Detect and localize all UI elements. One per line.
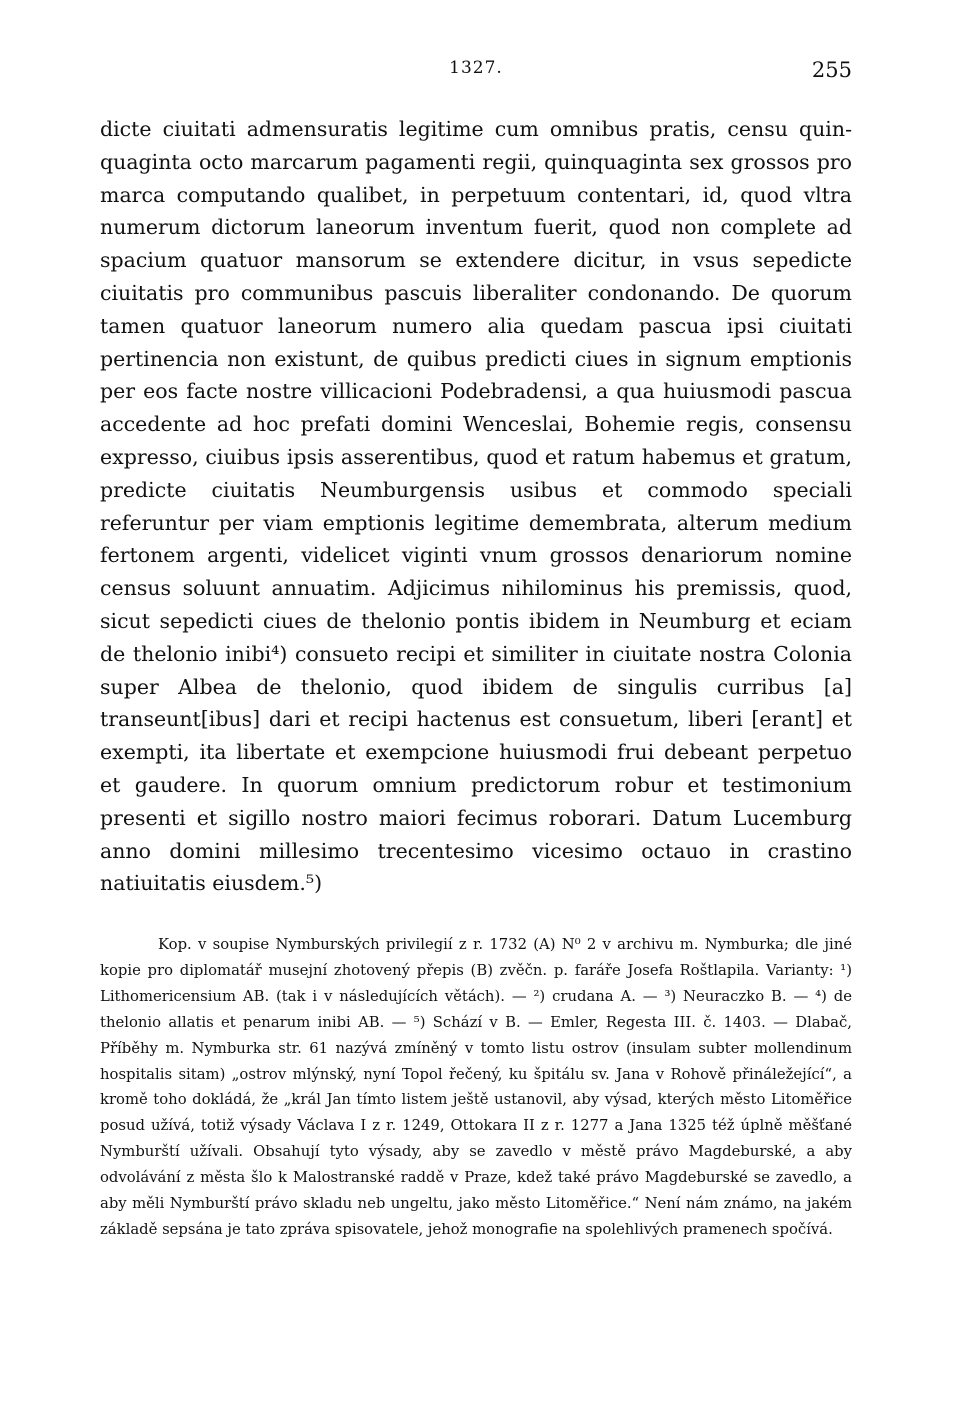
charter-text: dicte ciuitati admensuratis legitime cum omnibus pratis, censu quinquaginta octo marcarum pagamenti regii, quinquaginta sex grossos pro marca computando qualibet, in perpetuum contentari, id, quod vltra numerum dictorum laneorum inventum fuerit, quod non complete ad spacium quatuor mansorum se extendere dicitur, in vsus sepedicte ciuitatis pro communibus pascuis liberaliter condonando. De quorum tamen quatuor laneorum numero alia quedam pascua ipsi ciuitati pertinencia non existunt, de quibus predicti ciues in signum emptionis per eos facte nostre villicacioni Podebradensi, a qua huiusmodi pascua accedente ad hoc prefati domini Wenceslai, Bohemie regis, consensu expresso, ciuibus ipsis asserentibus, quod et ratum habemus et gratum, predicte ciuitatis Neumburgensis usibus et commodo speciali referuntur per viam emptionis legitime demembrata, alterum medium fertonem argenti, videlicet viginti vnum grossos denariorum nomine census soluunt annuatim. Adjicimus nihilominus his premissis, quod, sicut sepedicti ciues de thelonio pontis ibidem in Neumburg et eciam de thelonio inibi⁴) consueto recipi et similiter in ciuitate nostra Colonia super Albea de thelonio, quod ibidem de singulis curribus [a] transeunt[ibus] dari et recipi hactenus est consuetum, liberi [erant] et exempti, ita libertate et exempcione huiusmodi frui debeant perpetuo et gaudere. In quorum omnium predictorum robur et testimonium presenti et sigillo nostro maiori fecimus roborari. Datum Lucemburg anno domini millesimo trecentesimo vicesimo octauo in crastino natiuitatis eiusdem.⁵)	[100, 117, 852, 896]
page-number: 255	[811, 58, 852, 82]
source-note: Kop. v soupise Nymburských privilegií z r. 1732 (A) N⁰ 2 v archivu m. Nymburka; dle jiné kopie pro diplomatář musejní zhotovený přepis (B) zvěčn. p. faráře Josefa Roštlapila. Varianty: ¹) Lithomericensium AB. (tak i v následujících větách). — ²) crudana A. — ³) Neuraczko B. — ⁴) de thelonio allatis et penarum inibi AB. — ⁵) Schází v B. — Emler, Regesta III. č. 1403. — Dlabač, Příběhy m. Nymburka str. 61 nazývá zmíněný v tomto listu ostrov (insulam subter mollendinum hospitalis sitam) „ostrov mlýnský, nyní Topol řečený, ku špitálu sv. Jana v Rohově přináležející“, a kromě toho dokládá, že „král Jan tímto listem ještě ustanovil, aby výsad, kterých město Litoměřice posud užívá, totiž výsady Václava I z r. 1249, Ottokara II z r. 1277 a Jana 1325 též úplně měšťané Nymburští užívali. Obsahují tyto výsady, aby se zavedlo v městě právo Magdeburské, a aby odvolávání z města šlo k Malostranské raddě v Praze, kdež také právo Magdeburské se zavedlo, a aby měli Nymburští právo skladu neb ungeltu, jako město Litoměřice.“ Není nám známo, na jakém základě sepsána je tato zpráva spisovatele, jehož monografie na spolehlivých pramenech spočívá.	[100, 936, 852, 1238]
running-head-year: 1327.	[449, 58, 503, 78]
running-head	[100, 58, 852, 88]
